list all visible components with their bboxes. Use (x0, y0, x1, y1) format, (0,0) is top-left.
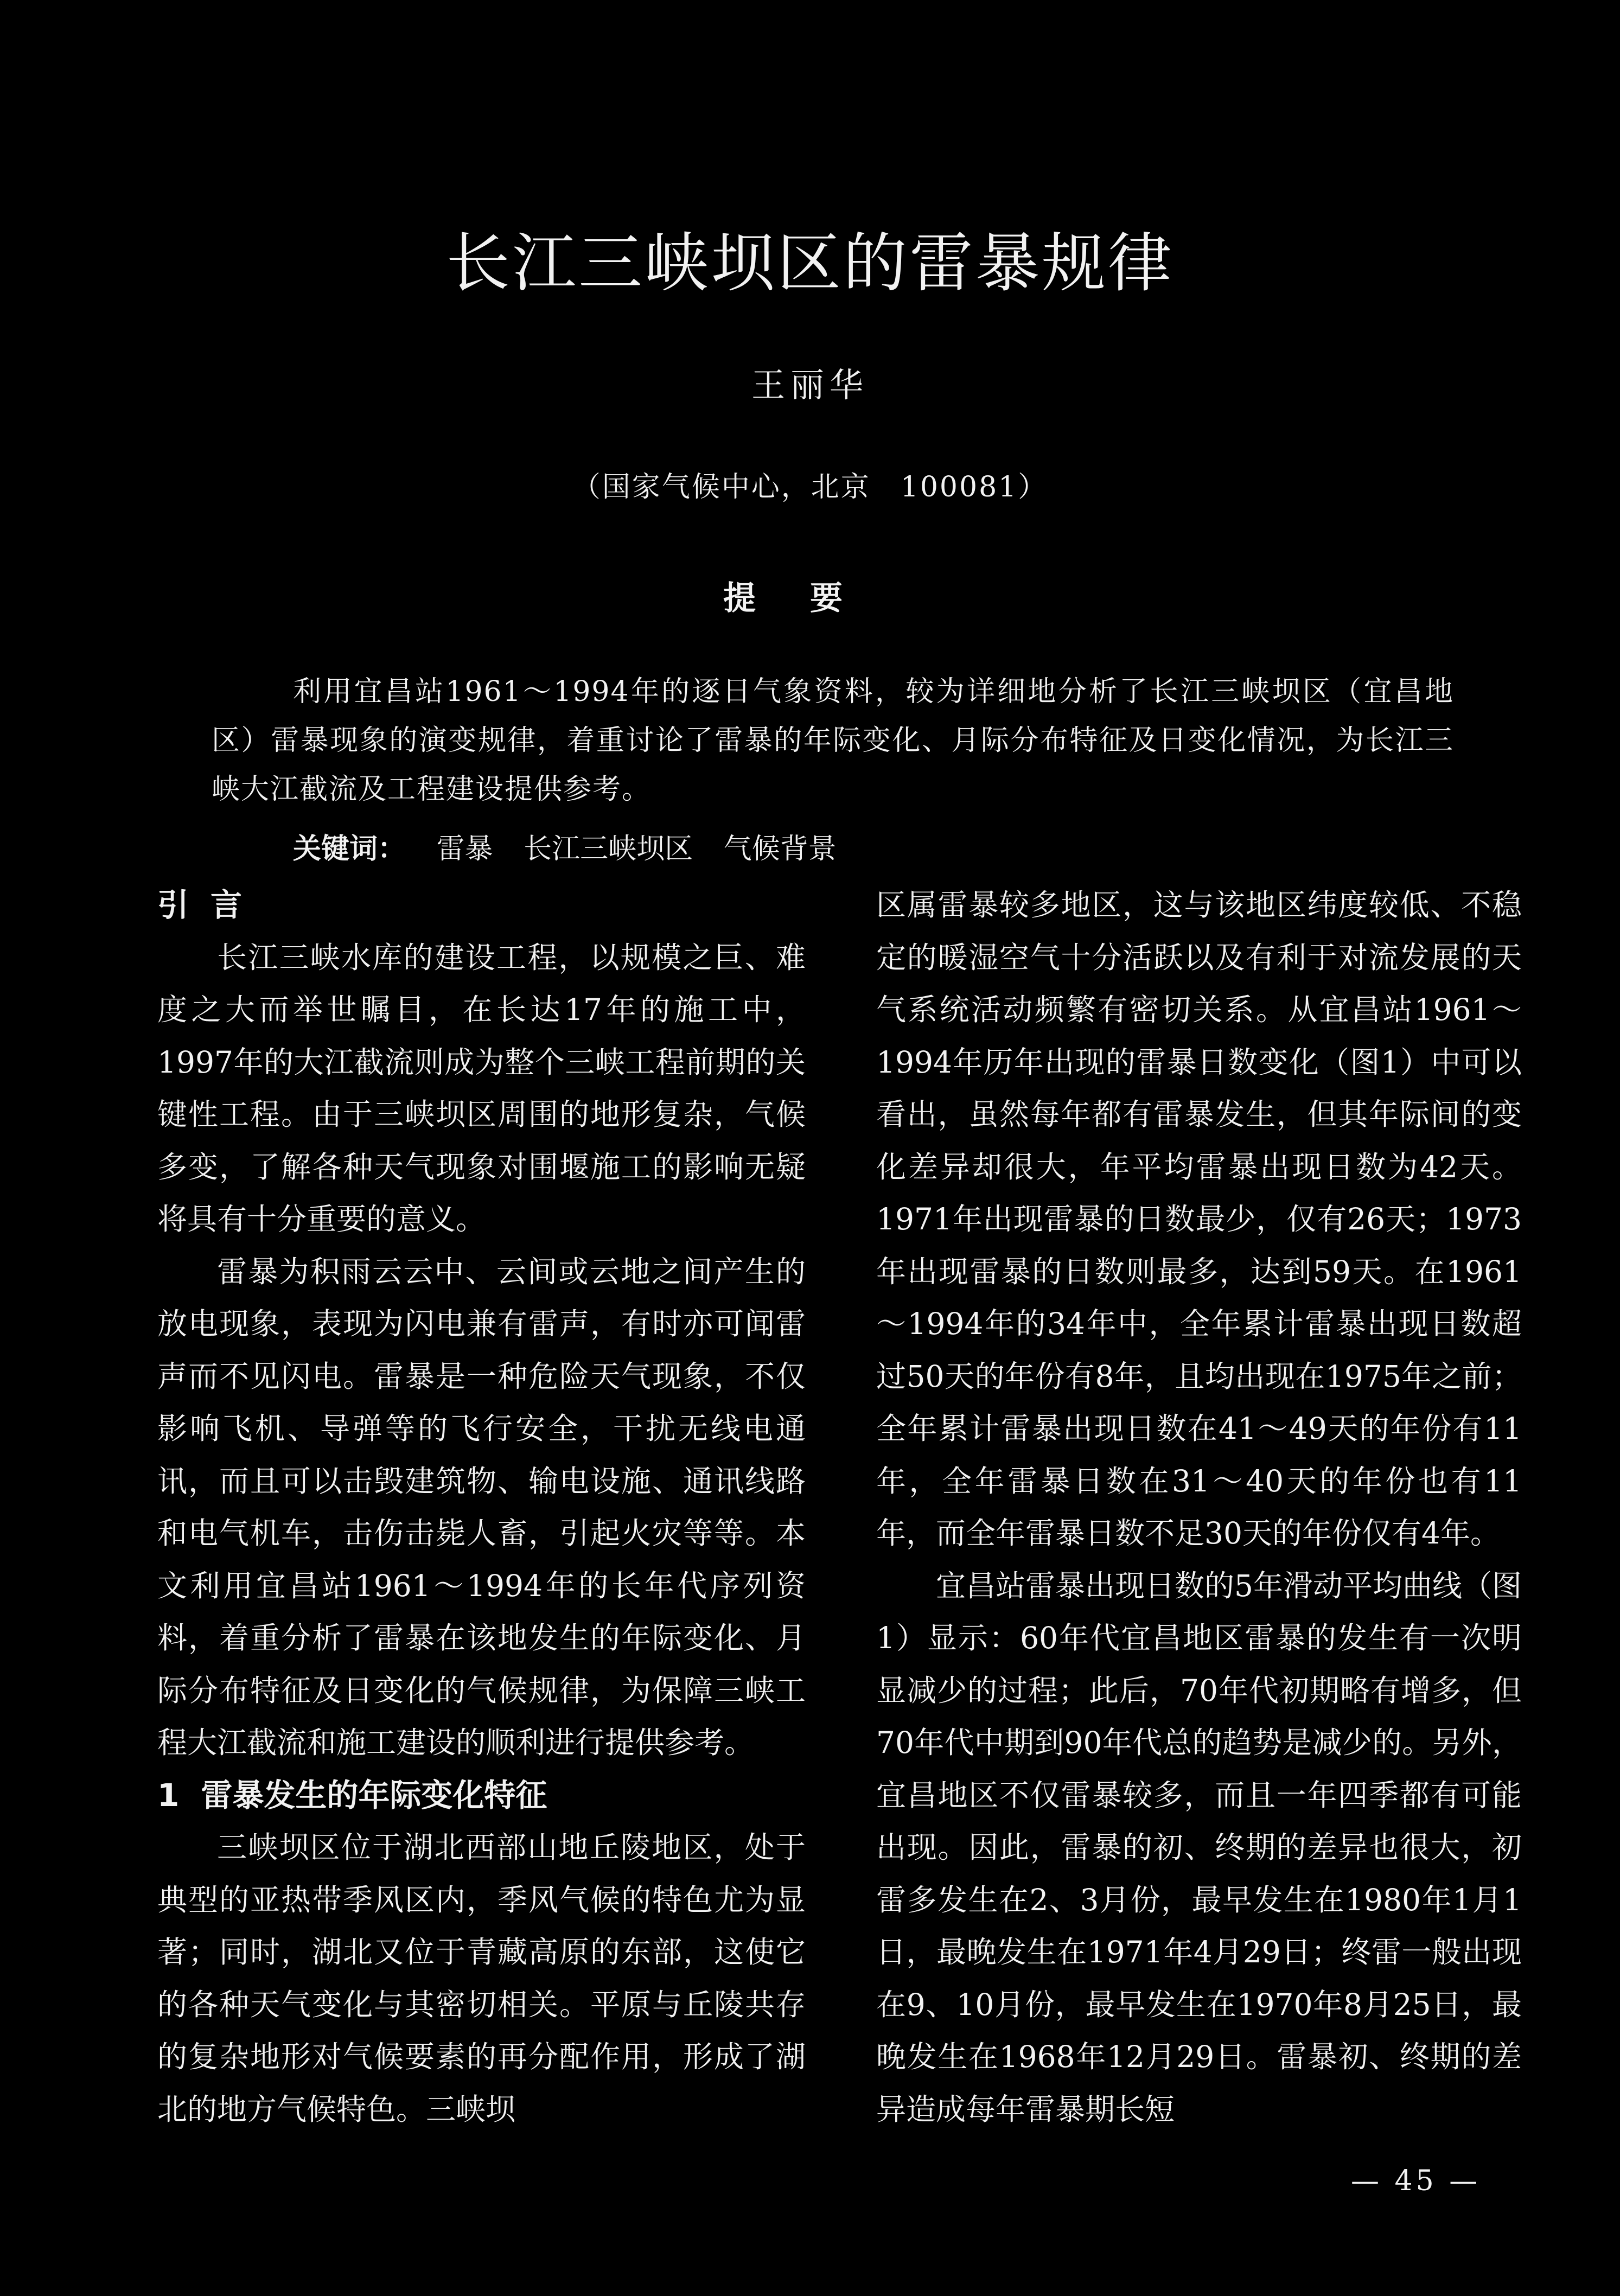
keywords-label: 关键词： (293, 833, 406, 865)
intro-heading: 引言 (157, 886, 264, 923)
section-number: 1 (157, 1776, 180, 1814)
right-column (876, 879, 1522, 2135)
keyword: 雷暴 (436, 833, 493, 865)
abstract-heading: 提要 (723, 579, 897, 617)
intro-paragraph: 长江三峡水库的建设工程，以规模之巨、难度之大而举世瞩目，在长达17年的施工中，1997年的大江截流则成为整个三峡工程前期的关键性工程。由于三峡坝区周围的地形复杂，气候多变，了解各种天气现象对围堰施工的影响无疑将具有十分重要的意义。 (157, 940, 806, 1236)
paper-title: 长江三峡坝区的雷暴规律 (445, 226, 1174, 301)
body-paragraph: 三峡坝区位于湖北西部山地丘陵地区，处于典型的亚热带季风区内，季风气候的特色尤为显著；同时，湖北又位于青藏高原的东部，这使它的各种天气变化与其密切相关。平原与丘陵共存的复杂地形对气候要素的再分配作用，形成了湖北的地方气候特色。三峡坝 (157, 1830, 806, 2127)
keyword: 气候背景 (723, 833, 837, 865)
keywords-line (293, 825, 1487, 873)
abstract-text: 利用宜昌站1961～1994年的逐日气象资料，较为详细地分析了长江三峡坝区（宜昌地区）雷暴现象的演变规律，着重讨论了雷暴的年际变化、月际分布特征及日变化情况，为长江三峡大江截流及工程建设提供参考。 (212, 675, 1454, 806)
keyword: 长江三峡坝区 (524, 833, 693, 865)
left-column (157, 879, 806, 2135)
section-title: 雷暴发生的年际变化特征 (201, 1776, 547, 1814)
body-paragraph-continued: 区属雷暴较多地区，这与该地区纬度较低、不稳定的暖湿空气十分活跃以及有利于对流发展的天气系统活动频繁有密切关系。从宜昌站1961～1994年历年出现的雷暴日数变化（图1）中可以看出，虽然每年都有雷暴发生，但其年际间的变化差异却很大，年平均雷暴出现日数为42天。1971年出现雷暴的日数最少，仅有26天；1973年出现雷暴的日数则最多，达到59天。在1961～1994年的34年中，全年累计雷暴出现日数超过50天的年份有8年，且均出现在1975年之前；全年累计雷暴出现日数在41～49天的年份有11年，全年雷暴日数在31～40天的年份也有11年，而全年雷暴日数不足30天的年份仅有4年。 (876, 888, 1522, 1551)
page-number: — 45 — (1351, 2165, 1481, 2197)
author-name: 王丽华 (751, 365, 869, 405)
section-heading (157, 1769, 806, 1822)
author-affiliation: （国家气候中心，北京 100081） (572, 471, 1048, 503)
body-paragraph: 宜昌站雷暴出现日数的5年滑动平均曲线（图1）显示：60年代宜昌地区雷暴的发生有一次明显减少的过程；此后，70年代初期略有增多，但70年代中期到90年代总的趋势是减少的。另外，宜昌地区不仅雷暴较多，而且一年四季都有可能出现。因此，雷暴的初、终期的差异也很大，初雷多发生在2、3月份，最早发生在1980年1月1日，最晚发生在1971年4月29日；终雷一般出现在9、10月份，最早发生在1970年8月25日，最晚发生在1968年12月29日。雷暴初、终期的差异造成每年雷暴期长短 (876, 1568, 1522, 2127)
intro-paragraph: 雷暴为积雨云云中、云间或云地之间产生的放电现象，表现为闪电兼有雷声，有时亦可闻雷声而不见闪电。雷暴是一种危险天气现象，不仅影响飞机、导弹等的飞行安全，干扰无线电通讯，而且可以击毁建筑物、输电设施、通讯线路和电气机车，击伤击毙人畜，引起火灾等等。本文利用宜昌站1961～1994年的长年代序列资料，着重分析了雷暴在该地发生的年际变化、月际分布特征及日变化的气候规律，为保障三峡工程大江截流和施工建设的顺利进行提供参考。 (157, 1254, 806, 1760)
